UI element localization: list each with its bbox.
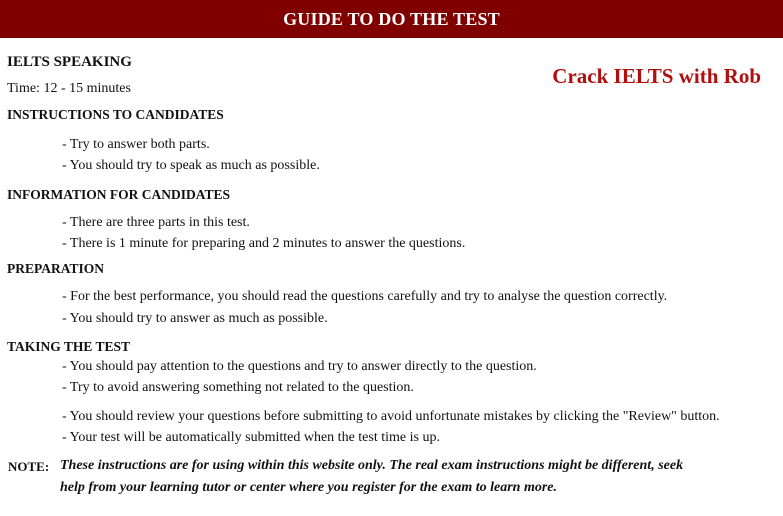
information-item: - There are three parts in this test. <box>62 215 250 230</box>
test-name: IELTS SPEAKING <box>7 54 132 70</box>
taking-test-item: - You should pay attention to the questions and try to answer directly to the question. <box>62 359 537 374</box>
note-text-line: These instructions are for using within this website only. The real exam instructions might be different, seek <box>60 458 684 473</box>
note-text-line: help from your learning tutor or center where you register for the exam to learn more. <box>60 480 558 495</box>
section-heading-information: INFORMATION FOR CANDIDATES <box>7 187 231 202</box>
preparation-item: - For the best performance, you should read the questions carefully and try to analyse the question correctly. <box>62 289 668 304</box>
note-label: NOTE: <box>8 459 50 474</box>
taking-test-item: - Your test will be automatically submitted when the test time is up. <box>62 430 440 445</box>
page-title: GUIDE TO DO THE TEST <box>283 9 500 29</box>
section-heading-preparation: PREPARATION <box>7 261 104 276</box>
preparation-item: - You should try to answer as much as possible. <box>62 311 328 326</box>
information-item: - There is 1 minute for preparing and 2 minutes to answer the questions. <box>62 236 466 251</box>
section-heading-taking-test: TAKING THE TEST <box>7 339 131 354</box>
instruction-item: - You should try to speak as much as possible. <box>62 158 320 173</box>
taking-test-item: - Try to avoid answering something not related to the question. <box>62 380 414 395</box>
test-time: Time: 12 - 15 minutes <box>7 81 131 96</box>
page-header <box>0 0 783 38</box>
brand-label: Crack IELTS with Rob <box>552 64 761 88</box>
section-heading-instructions: INSTRUCTIONS TO CANDIDATES <box>7 107 224 122</box>
instruction-item: - Try to answer both parts. <box>62 137 210 152</box>
taking-test-item: - You should review your questions before submitting to avoid unfortunate mistakes by clicking the "Review" button. <box>62 409 720 424</box>
